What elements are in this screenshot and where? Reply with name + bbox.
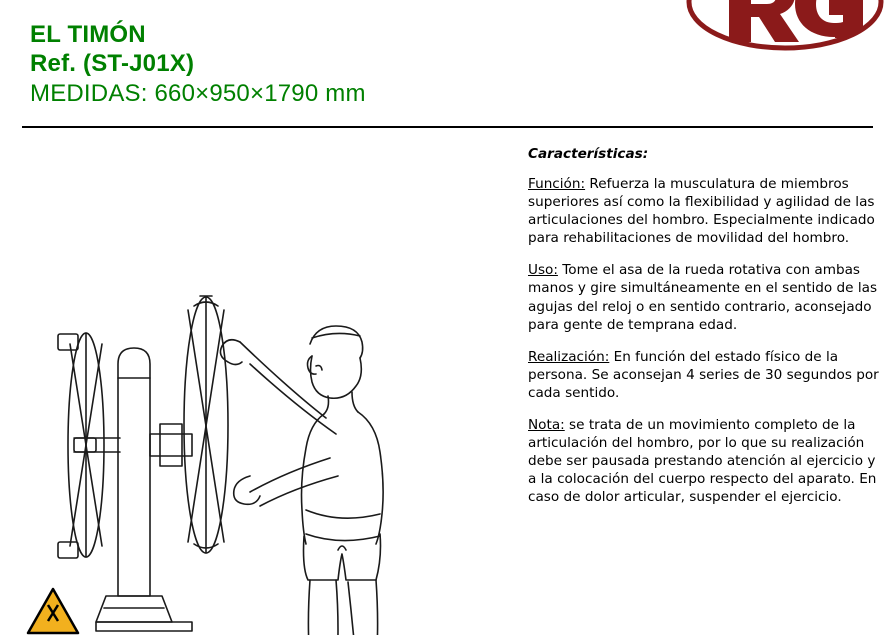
paragraph-nota-lead: Nota:	[528, 416, 565, 433]
warning-triangle-icon	[26, 587, 80, 635]
rg-logo	[667, 0, 887, 68]
characteristics-panel	[528, 145, 880, 625]
page-title	[30, 20, 366, 108]
document-header	[0, 0, 895, 122]
paragraph-funcion	[528, 175, 880, 247]
characteristics-heading: Características:	[528, 146, 649, 162]
paragraph-nota-text: se trata de un movimiento completo de la articulación del hombro, por lo que su realización debe ser pausada prestando atención al ejercicio y a la colocación del cuerpo respecto del aparato. En caso de dolor articular, suspender el ejercicio.	[528, 416, 877, 506]
product-reference: Ref. (ST-J01X)	[30, 50, 195, 78]
paragraph-uso-text: Tome el asa de la rueda rotativa con ambas manos y gire simultáneamente en el sentido de las agujas del reloj o en sentido contrario, aconsejado para gente de temprana edad.	[528, 262, 878, 333]
paragraph-realizacion-text: En función del estado físico de la persona. Se aconsejan 4 series de 30 segundos por cada sentido.	[528, 348, 879, 401]
paragraph-realizacion	[528, 348, 880, 402]
header-divider	[22, 126, 873, 128]
paragraph-realizacion-lead: Realización:	[528, 348, 610, 365]
product-name: EL TIMÓN	[30, 21, 146, 48]
paragraph-funcion-lead: Función:	[528, 176, 586, 193]
product-illustration	[14, 138, 494, 635]
paragraph-uso	[528, 261, 880, 333]
paragraph-uso-lead: Uso:	[528, 262, 558, 279]
paragraph-funcion-text: Refuerza la musculatura de miembros superiores así como la flexibilidad y agilidad de las articulaciones del hombro. Especialmente indicado para rehabilitaciones de movilidad del hombro.	[528, 176, 875, 247]
paragraph-nota	[528, 416, 880, 506]
product-measures: MEDIDAS: 660×950×1790 mm	[30, 79, 366, 107]
